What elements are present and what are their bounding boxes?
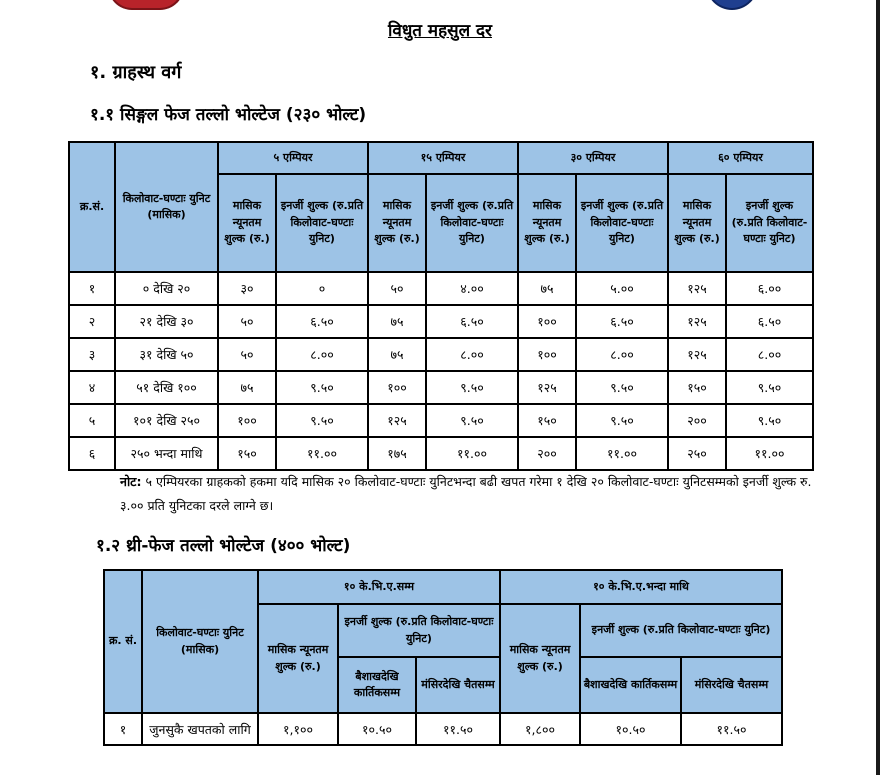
organization-logo-right (706, 0, 758, 10)
table-cell: १ (69, 272, 115, 305)
header-min-charge: मासिक न्यूनतम शुल्क (रु.) (500, 604, 580, 713)
table-cell: ७५ (218, 371, 276, 404)
header-energy-charge: इनर्जी शुल्क (रु.प्रति किलोवाट-घण्टाः युनिट) (580, 604, 782, 657)
table-cell: १२५ (668, 338, 726, 371)
table-cell: १,१०० (258, 713, 338, 745)
header-units: किलोवाट-घण्टाः युनिट (मासिक) (115, 142, 218, 272)
table-cell: १५० (668, 371, 726, 404)
table-cell: ५१ देखि १०० (115, 371, 218, 404)
table-cell: ५.०० (576, 272, 668, 305)
header-min-charge: मासिक न्यूनतम शुल्क (रु.) (668, 174, 726, 272)
table-cell: ३१ देखि ५० (115, 338, 218, 371)
table-cell: १ (104, 713, 142, 745)
header-baisakh-kartik: बैशाखदेखि कार्तिकसम्म (338, 657, 416, 713)
header-energy-charge: इनर्जी शुल्क (रु.प्रति किलोवाट-घण्टाः युनिट) (276, 174, 368, 272)
page-title: विधुत महसुल दर (387, 21, 493, 41)
note-label: नोट: (120, 474, 142, 489)
table-cell: ८.०० (276, 338, 368, 371)
table-cell: ८.०० (726, 338, 813, 371)
header-units: किलोवाट-घण्टाः युनिट (मासिक) (142, 570, 258, 713)
table-cell: २५० भन्दा माथि (115, 437, 218, 470)
table-cell: ७५ (368, 338, 426, 371)
header-min-charge: मासिक न्यूनतम शुल्क (रु.) (368, 174, 426, 272)
table-cell: ७५ (518, 272, 576, 305)
header-kva-group: १० के.भि.ए.सम्म (258, 570, 500, 604)
header-min-charge: मासिक न्यूनतम शुल्क (रु.) (518, 174, 576, 272)
header-serial: क्र.सं. (69, 142, 115, 272)
organization-logo-left (108, 0, 184, 10)
table-cell: ५ (69, 404, 115, 437)
header-energy-charge: इनर्जी शुल्क (रु.प्रति किलोवाट-घण्टाः युनिट) (726, 174, 813, 272)
header-amp-group: ५ एम्पियर (218, 142, 368, 174)
table-cell: ८.०० (426, 338, 518, 371)
note-text: ५ एम्पियरका ग्राहकको हकमा यदि मासिक २० किलोवाट-घण्टाः युनिटभन्दा बढी खपत गरेमा १ देखि २० किलोवाट-घण्टाः युनिटसम्मको इनर्जी शुल्क रु. ३.०० प्रति युनिटका दरले लाग्ने छ। (120, 474, 812, 513)
table-cell: ९.५० (426, 404, 518, 437)
table-row (69, 338, 813, 371)
header-energy-charge: इनर्जी शुल्क (रु.प्रति किलोवाट-घण्टाः युनिट) (576, 174, 668, 272)
three-phase-tariff-table (103, 569, 783, 746)
table-cell: १२५ (518, 371, 576, 404)
table-cell: ० देखि २० (115, 272, 218, 305)
table-cell: ६ (69, 437, 115, 470)
header-energy-charge: इनर्जी शुल्क (रु.प्रति किलोवाट-घण्टाः युनिट) (426, 174, 518, 272)
table-row (69, 305, 813, 338)
header-amp-group: ३० एम्पियर (518, 142, 668, 174)
header-mangsir-chaitra: मंसिरदेखि चैतसम्म (681, 657, 782, 713)
table-cell: ३ (69, 338, 115, 371)
table-cell: १२५ (368, 404, 426, 437)
table-row (69, 371, 813, 404)
header-amp-group: ६० एम्पियर (668, 142, 813, 174)
table-cell: ४ (69, 371, 115, 404)
table-row (69, 272, 813, 305)
table-cell: जुनसुकै खपतको लागि (142, 713, 258, 745)
header-serial: क्र. सं. (104, 570, 142, 713)
table-cell: १०.५० (580, 713, 681, 745)
table-cell: ९.५० (576, 404, 668, 437)
table-cell: २५० (668, 437, 726, 470)
table-cell: १५० (218, 437, 276, 470)
table-row (69, 437, 813, 470)
table-cell: ११.०० (726, 437, 813, 470)
header-min-charge: मासिक न्यूनतम शुल्क (रु.) (218, 174, 276, 272)
table-row (69, 404, 813, 437)
table-cell: २१ देखि ३० (115, 305, 218, 338)
table-cell: ११.०० (276, 437, 368, 470)
table-cell: ८.०० (576, 338, 668, 371)
table-cell: ४.०० (426, 272, 518, 305)
table-cell: १,८०० (500, 713, 580, 745)
table-row (104, 713, 782, 745)
table-cell: ६.५० (426, 305, 518, 338)
table-cell: ११.५० (681, 713, 782, 745)
header-kva-group: १० के.भि.ए.भन्दा माथि (500, 570, 782, 604)
table-cell: ९.५० (426, 371, 518, 404)
header-mangsir-chaitra: मंसिरदेखि चैतसम्म (416, 657, 500, 713)
header-energy-charge: इनर्जी शुल्क (रु.प्रति किलोवाट-घण्टाः युनिट) (338, 604, 500, 657)
table-cell: १२५ (668, 272, 726, 305)
table-cell: ५० (218, 305, 276, 338)
section-heading-three-phase: १.२ थ्री-फेज तल्लो भोल्टेज (४०० भोल्ट) (96, 536, 351, 556)
header-min-charge: मासिक न्यूनतम शुल्क (रु.) (258, 604, 338, 713)
table-cell: ६.५० (726, 305, 813, 338)
table-cell: ५० (368, 272, 426, 305)
table-cell: ५० (218, 338, 276, 371)
page-margin (880, 0, 890, 775)
table-cell: ९.५० (276, 371, 368, 404)
table-cell: २ (69, 305, 115, 338)
table-cell: २०० (518, 437, 576, 470)
table-cell: ११.०० (576, 437, 668, 470)
table-cell: ११.०० (426, 437, 518, 470)
table-cell: २०० (668, 404, 726, 437)
header-amp-group: १५ एम्पियर (368, 142, 518, 174)
table-cell: ० (276, 272, 368, 305)
table-cell: ९.५० (726, 371, 813, 404)
table-cell: ९.५० (726, 404, 813, 437)
table-cell: ७५ (368, 305, 426, 338)
section-heading-single-phase: १.१ सिङ्गल फेज तल्लो भोल्टेज (२३० भोल्ट) (90, 105, 367, 125)
note (120, 470, 820, 518)
table-cell: १०० (518, 338, 576, 371)
table-cell: ९.५० (576, 371, 668, 404)
header-baisakh-kartik: बैशाखदेखि कार्तिकसम्म (580, 657, 681, 713)
table-cell: ११.५० (416, 713, 500, 745)
table-cell: ६.५० (576, 305, 668, 338)
single-phase-tariff-table (68, 141, 814, 471)
table-cell: १२५ (668, 305, 726, 338)
table-cell: ३० (218, 272, 276, 305)
table-cell: ९.५० (276, 404, 368, 437)
table-cell: ६.०० (726, 272, 813, 305)
table-cell: १५० (518, 404, 576, 437)
table-cell: १७५ (368, 437, 426, 470)
table-cell: १०० (518, 305, 576, 338)
table-cell: १०० (368, 371, 426, 404)
table-cell: १०१ देखि २५० (115, 404, 218, 437)
section-heading-domestic: १. ग्राहस्थ वर्ग (90, 62, 182, 83)
table-cell: ६.५० (276, 305, 368, 338)
table-cell: १०.५० (338, 713, 416, 745)
table-cell: १०० (218, 404, 276, 437)
